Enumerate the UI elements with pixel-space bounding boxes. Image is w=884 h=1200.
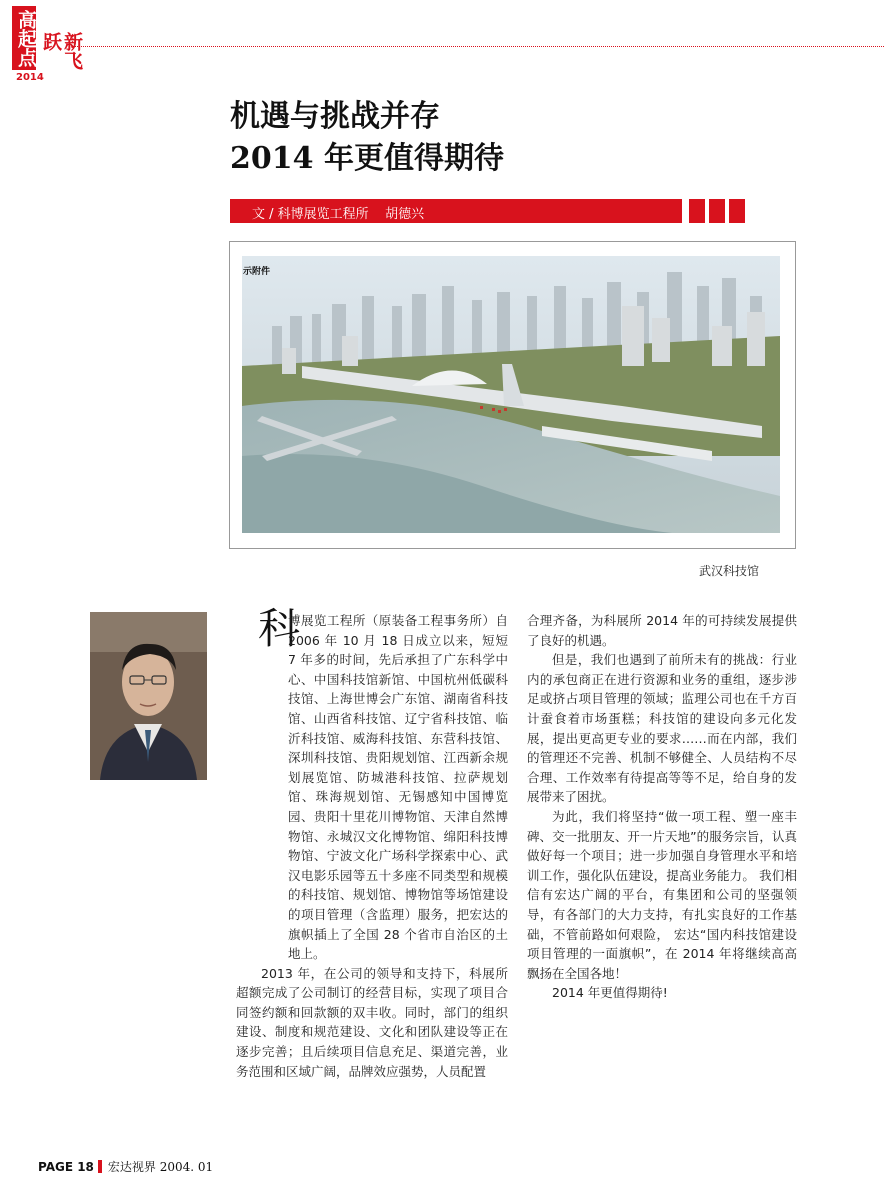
title-line-2: 2014 年更值得期待 (230, 141, 504, 176)
logo-year: 2014 (16, 72, 44, 83)
paragraph: 但是，我们也遇到了前所未有的挑战：行业内的承包商正在进行资源和业务的重组，逐步涉足或挤占项目管理的领域；监理公司也在千方百计蚕食着市场蛋糕；科技馆的建设向多元化发展，提出更高更专业的要求……而在内部，我们的管理还不完善、机制不够健全、人员结构不尽合理、工作效率有待提高等等不足，给自身的发展带来了困扰。 (527, 652, 797, 805)
byline: 文 / 科博展览工程所 胡德兴 (252, 207, 425, 222)
wuhan-science-museum-render (242, 256, 780, 533)
article-column-1 (236, 611, 508, 1081)
article-title (230, 96, 504, 180)
paragraph: 2014 年更值得期待! (552, 985, 668, 1001)
byline-bar-segment (709, 199, 725, 223)
byline-bar-segment (689, 199, 705, 223)
byline-bar-segment (729, 199, 745, 223)
paragraph: 为此，我们将坚持“做一项工程、塑一座丰碑、交一批朋友、开一片天地”的服务宗旨，认真做好每一个项目；进一步加强自身管理水平和培训工作，强化队伍建设，提高业务能力。 我们相信有宏达广阔的平台，有集团和公司的坚强领导，有各部门的大力支持，有扎实良好的工作基础，不管前路如何艰险， 宏达“国内科技馆建设项目管理的一面旗帜”，在 2014 年将继续高高飘扬在全国各地！ (527, 808, 797, 981)
paragraph: 博展览工程所（原装备工程事务所）自 2006 年 10 月 18 日成立以来，短短 7 年多的时间，先后承担了广东科学中心、中国科技馆新馆、中国杭州低碳科技馆、上海世博会广东馆、湖南省科技馆、山西省科技馆、辽宁省科技馆、临沂科技馆、威海科技馆、东营科技馆、深圳科技馆、贵阳规划馆、江西新余规划展览馆、防城港科技馆、拉萨规划馆、珠海规划馆、无锡感知中国博览园、贵阳十里花川博物馆、天津自然博物馆、永城汉文化博物馆、绵阳科技博物馆、宁波文化广场科学探索中心、武汉电影乐园等五十多座不同类型和规模的科技馆、规划馆、博物馆等场馆建设的项目管理（含监理）服务，把宏达的旗帜插上了全国 28 个省市自治区的土地上。 (288, 613, 508, 962)
header-divider (72, 46, 884, 47)
paragraph: 2013 年，在公司的领导和支持下，科展所超额完成了公司制订的经营目标，实现了项目合同签约额和回款额的双丰收。同时，部门的组织建设、制度和规范建设、文化和团队建设等正在逐步完善；且后续项目信息充足、渠道完善，业务范围和区域广阔，品牌效应强势，人员配置 (236, 965, 508, 1079)
magazine-issue: 宏达视界 2004. 01 (107, 1160, 214, 1174)
article-column-2 (527, 611, 797, 1003)
drop-cap: 科 (258, 604, 301, 653)
logo-vertical-left: 高起点 (12, 6, 36, 70)
page-footer (38, 1158, 213, 1175)
footer-separator (98, 1160, 102, 1173)
photo-label: 示附件 (243, 267, 271, 277)
article-photo-frame (229, 241, 796, 549)
photo-caption: 武汉科技馆 (699, 564, 760, 578)
logo-vertical-right: 新飞跃 (40, 32, 83, 70)
magazine-logo (12, 6, 83, 86)
author-portrait (90, 612, 207, 780)
paragraph: 合理齐备，为科展所 2014 年的可持续发展提供了良好的机遇。 (527, 613, 797, 648)
page-number: PAGE 18 (38, 1160, 94, 1174)
title-line-1: 机遇与挑战并存 (230, 99, 440, 134)
